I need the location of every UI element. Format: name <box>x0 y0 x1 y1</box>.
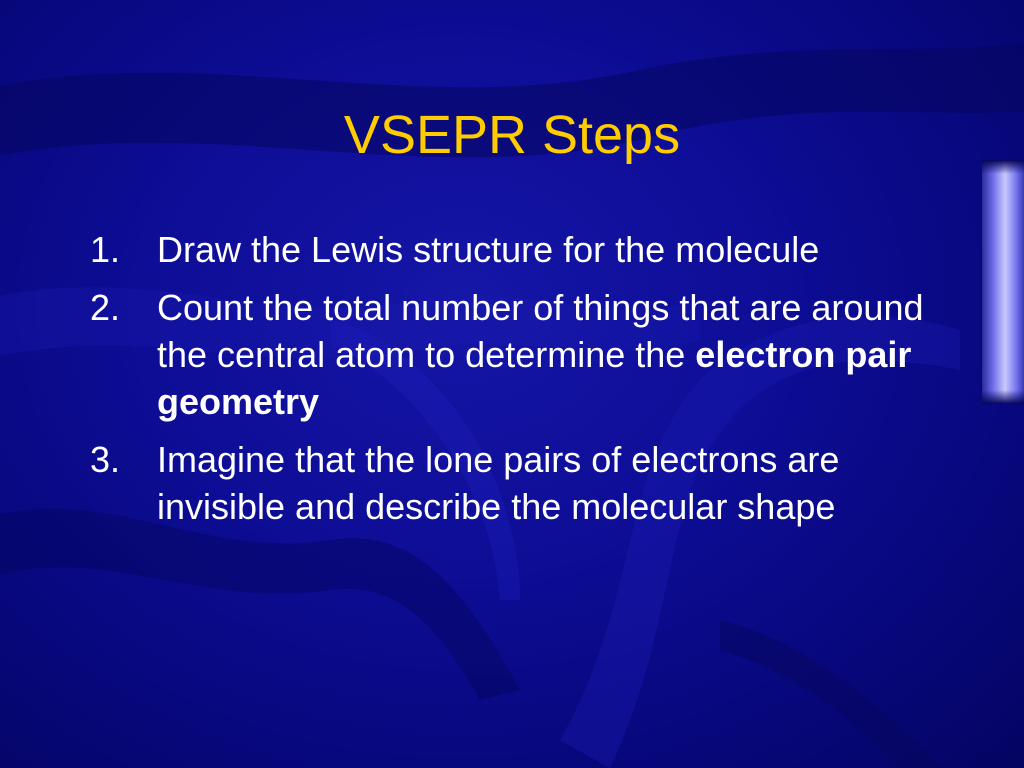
list-item <box>90 436 970 530</box>
step-text-content: Imagine that the lone pairs of electrons are invisible and describe the molecular shape <box>157 439 840 527</box>
step-text-content: Count the total number of things that are around the central atom to determine the <box>157 287 924 375</box>
step-number: 2. <box>90 287 121 328</box>
decorative-side-bar <box>982 160 1024 404</box>
slide-title: VSEPR Steps <box>343 105 681 165</box>
step-number: 3. <box>90 439 121 480</box>
steps-list <box>90 226 970 541</box>
step-text-content: Draw the Lewis structure for the molecule <box>157 229 820 270</box>
step-text <box>157 287 924 422</box>
list-item <box>90 226 970 273</box>
list-item <box>90 284 970 425</box>
emphasis-term: electron pair geometry <box>157 334 912 422</box>
step-text <box>157 229 819 270</box>
step-text <box>157 439 839 527</box>
step-number: 1. <box>90 229 121 270</box>
